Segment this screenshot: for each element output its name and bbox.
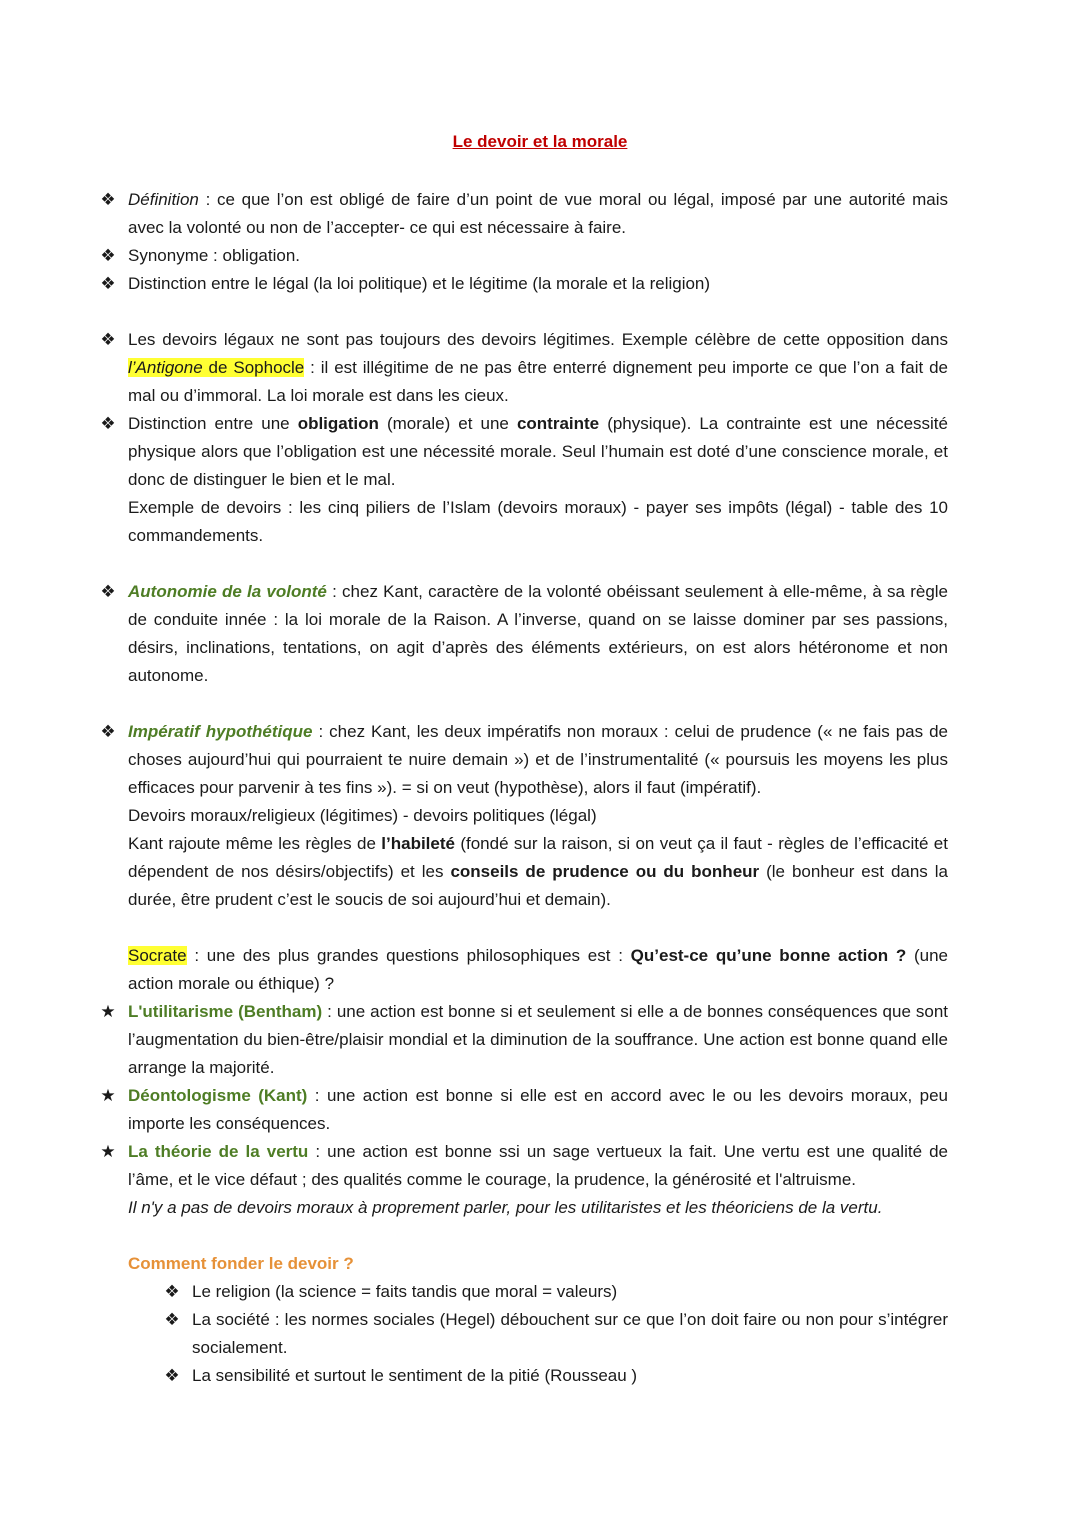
- paragraph-devoirs-moraux: Devoirs moraux/religieux (légitimes) - devoirs politiques (légal): [128, 806, 597, 825]
- diamond-bullet-icon: ❖: [100, 274, 116, 293]
- term-definition: Définition: [128, 190, 199, 209]
- diamond-bullet-icon: ❖: [100, 722, 116, 741]
- section-heading-fonder: Comment fonder le devoir ?: [128, 1254, 354, 1273]
- term-vertu: La théorie de la vertu: [128, 1142, 309, 1161]
- diamond-bullet-icon: ❖: [164, 1366, 180, 1385]
- star-bullet-icon: ★: [100, 1086, 116, 1105]
- page-title: Le devoir et la morale: [452, 132, 628, 151]
- term-imperatif: Impératif hypothétique: [128, 722, 313, 741]
- diamond-bullet-icon: ❖: [100, 414, 116, 433]
- diamond-bullet-icon: ❖: [100, 246, 116, 265]
- diamond-bullet-icon: ❖: [100, 582, 116, 601]
- highlight-antigone: l’Antigone de Sophocle: [128, 358, 305, 377]
- term-autonomie: Autonomie de la volonté: [128, 582, 327, 601]
- paragraph-habilete: Kant rajoute même les règles de l’habileté (fondé sur la raison, si on veut ça il faut - règles de l’efficacité et dépendent de nos désirs/objectifs) et les conseils de prudence ou du bonheur (le bonheur est dans la durée, être prudent c’est le soucis de soi aujourd’hui et demain).: [128, 834, 948, 909]
- highlight-socrate: Socrate: [128, 946, 187, 965]
- paragraph-note-vertu: Il n'y a pas de devoirs moraux à proprement parler, pour les utilitaristes et les théoriciens de la vertu.: [128, 1198, 883, 1217]
- paragraph-socrate: Socrate : une des plus grandes questions philosophiques est : Qu’est-ce qu’une bonne action ? (une action morale ou éthique) ?: [128, 946, 948, 993]
- diamond-bullet-icon: ❖: [164, 1310, 180, 1329]
- term-utilitarisme: L'utilitarisme (Bentham): [128, 1002, 323, 1021]
- star-bullet-icon: ★: [100, 1002, 116, 1021]
- diamond-bullet-icon: ❖: [164, 1282, 180, 1301]
- diamond-bullet-icon: ❖: [100, 330, 116, 349]
- star-bullet-icon: ★: [100, 1142, 116, 1161]
- document-page: Le devoir et la morale ❖ Définition : ce que l’on est obligé de faire d’un point de vue moral ou légal, imposé par une autorité mais avec la volonté ou non de l’accepter- ce qui est nécessaire à faire. ❖ Synonyme : obligation. ❖ Distinction entre le légal (la loi politique) et le légitime (la morale et la religion) ❖ Les devoirs légaux ne sont pas toujours des devoirs légitimes. Exemple célèbre de cette opposition dans l’Antigone de Sophocle : il est illégitime de ne pas être enterré dignement peu importe ce que l’on a fait de mal ou d’immoral. La loi morale est dans les cieux. ❖ Distinction entre une obligation (morale) et une contrainte (physique). La contrainte est une nécessité physique alors que l’obligation est une nécessité morale. Seul l’humain est doté d’une conscience morale, et donc de distinguer le bien et le mal. Exemple de devoirs : les cinq piliers de l’Islam (devoirs moraux) - payer ses impôts (légal) - table des 10 commandements. ❖ Autonomie de la volonté : chez Kant, caractère de la volonté obéissant seulement à elle-même, à sa règle de conduite innée : la loi morale de la Raison. A l’inverse, quand on se laisse dominer par ses passions, désirs, inclinations, tentations, on agit d’après des éléments extérieurs, on est alors hétéronome et non autonome. ❖ Impératif hypothétique : chez Kant, les deux impératifs non moraux : celui de prudence (« ne fais pas de choses aujourd’hui qui pourraient te nuire demain ») et de l’instrumentalité (« poursuis les moyens les plus efficaces pour parvenir à tes fins »). = si on veut (hypothèse), alors il faut (impératif). Devoirs moraux/religieux (légitimes) - devoirs politiques (légal) Kant rajoute même les règles de l’habileté (fondé sur la raison, si on veut ça il faut - règles de l’efficacité et dépendent de nos désirs/objectifs) et les conseils de prudence ou du bonheur (le bonheur est dans la durée, être prudent c’est le soucis de soi aujourd’hui et demain). Socrate : une des plus grandes questions philosophiques est : Qu’est-ce qu’une bonne action ? (une action morale ou éthique) ? ★ L'utilitarisme (Bentham) : une action est bonne si et seulement si elle a de bonnes conséquences que sont l’augmentation du bien-être/plaisir mondial et la diminution de la souffrance. Une action est bonne quand elle arrange la majorité. ★ Déontologisme (Kant) : une action est bonne si elle est en accord avec le ou les devoirs moraux, peu importe les conséquences. ★ La théorie de la vertu : une action est bonne ssi un sage vertueux la fait. Une vertu est une qualité de l’âme, et le vice défaut ; des qualités comme le courage, la prudence, la générosité et l'altruisme. Il n'y a pas de devoirs moraux à proprement parler, pour les utilitaristes et les théoriciens de la vertu. Comment fonder le devoir ? ❖ Le religion (la science = faits tandis que moral = valeurs) ❖ La société : les normes sociales (Hegel) débouchent sur ce que l’on doit faire ou non pour s’intégrer socialement. ❖ La sensibilité et surtout le sentiment de la pitié (Rousseau ): [0, 0, 1080, 1525]
- diamond-bullet-icon: ❖: [100, 190, 116, 209]
- paragraph-exemple-devoirs: Exemple de devoirs : les cinq piliers de l’Islam (devoirs moraux) - payer ses impôts (légal) - table des 10 commandements.: [128, 498, 948, 545]
- term-deontologisme: Déontologisme (Kant): [128, 1086, 308, 1105]
